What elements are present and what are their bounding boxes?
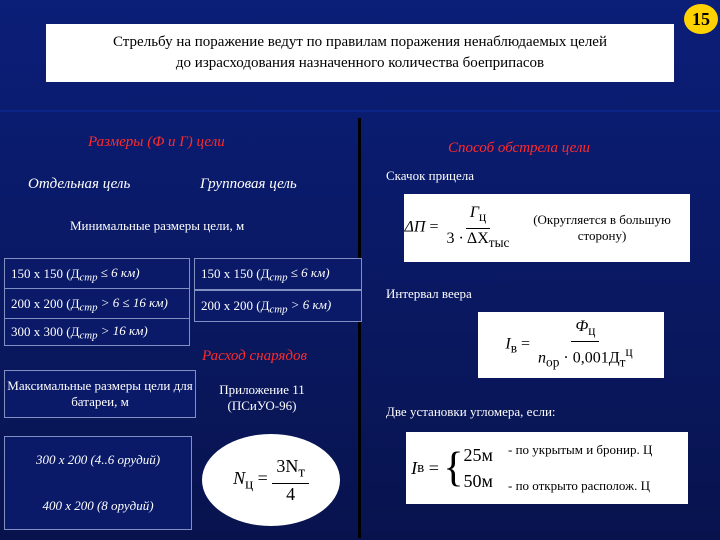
jump-note: (Округляется в большую сторону) — [533, 212, 671, 243]
title-line-1: Стрельбу на поражение ведут по правилам поражения ненаблюдаемых целей — [113, 34, 607, 50]
page-number-badge — [684, 4, 718, 34]
fan-formula-box — [478, 312, 664, 378]
single-target-label: Отдельная цель — [28, 176, 131, 192]
horizontal-divider — [0, 110, 720, 112]
vertical-divider — [358, 118, 361, 538]
max-row-2: 400 х 200 (8 орудий) — [42, 498, 154, 513]
jump-note-box — [514, 194, 690, 262]
settings-formula-box — [406, 432, 498, 504]
jump-label: Скачок прицела — [386, 168, 475, 183]
row1-group: 150 х 150 (Д $_{стр}$ ≤ 6 км) — [194, 258, 362, 290]
fan-label: Интервал веера — [386, 286, 472, 301]
fan-formula: $I_в$ = $\frac{Ф_ц}{n_{ор} \cdot 0,001Д_т^ц}$ — [505, 318, 633, 370]
appendix-label: Приложение 11 (ПСиУО-96) — [219, 382, 305, 413]
settings-notes-box — [498, 432, 688, 504]
consumption-header: Расход снарядов — [202, 348, 307, 364]
settings-note-2: - по открыто располож. Ц — [508, 478, 650, 493]
title-box — [46, 24, 674, 82]
max-rows-box — [4, 436, 192, 530]
title-line-2: до израсходования назначенного количества боеприпасов — [175, 55, 545, 71]
settings-note-1: - по укрытым и бронир. Ц — [508, 442, 653, 457]
settings-formula: I в = { 25м 50м — [411, 445, 493, 491]
two-settings-label: Две установки угломера, если: — [386, 404, 556, 419]
jump-formula-box — [404, 194, 514, 262]
max-size-box — [4, 370, 196, 418]
min-size-label: Минимальные размеры цели, м — [70, 218, 245, 233]
group-target-label: Групповая цель — [200, 176, 297, 192]
jump-formula: ΔП = $\frac{Г_ц}{3 \cdot \Delta X_{тыс}}$ — [404, 204, 510, 250]
formula-n-oval — [202, 434, 340, 526]
max-row-1: 300 х 200 (4..6 орудий) — [35, 452, 161, 467]
left-header: Размеры (Ф и Г) цели — [88, 134, 225, 150]
row2-group: 200 х 200 (Д $_{стр}$ > 6 км) — [194, 290, 362, 322]
row2-single: 200 х 200 (Д $_{стр}$ > 6 ≤ 16 км) — [4, 288, 190, 320]
right-header: Способ обстрела цели — [448, 140, 590, 156]
row1-single: 150 х 150 (Д $_{стр}$ ≤ 6 км) — [4, 258, 190, 290]
page-number: 15 — [692, 8, 710, 29]
max-size-label: Максимальные размеры цели для батареи, м — [7, 378, 193, 409]
row3-single: 300 х 300 (Д $_{стр}$ > 16 км) — [4, 318, 190, 346]
formula-n: $N_ц$ = $\frac{3N_т}{4}$ — [233, 456, 309, 504]
